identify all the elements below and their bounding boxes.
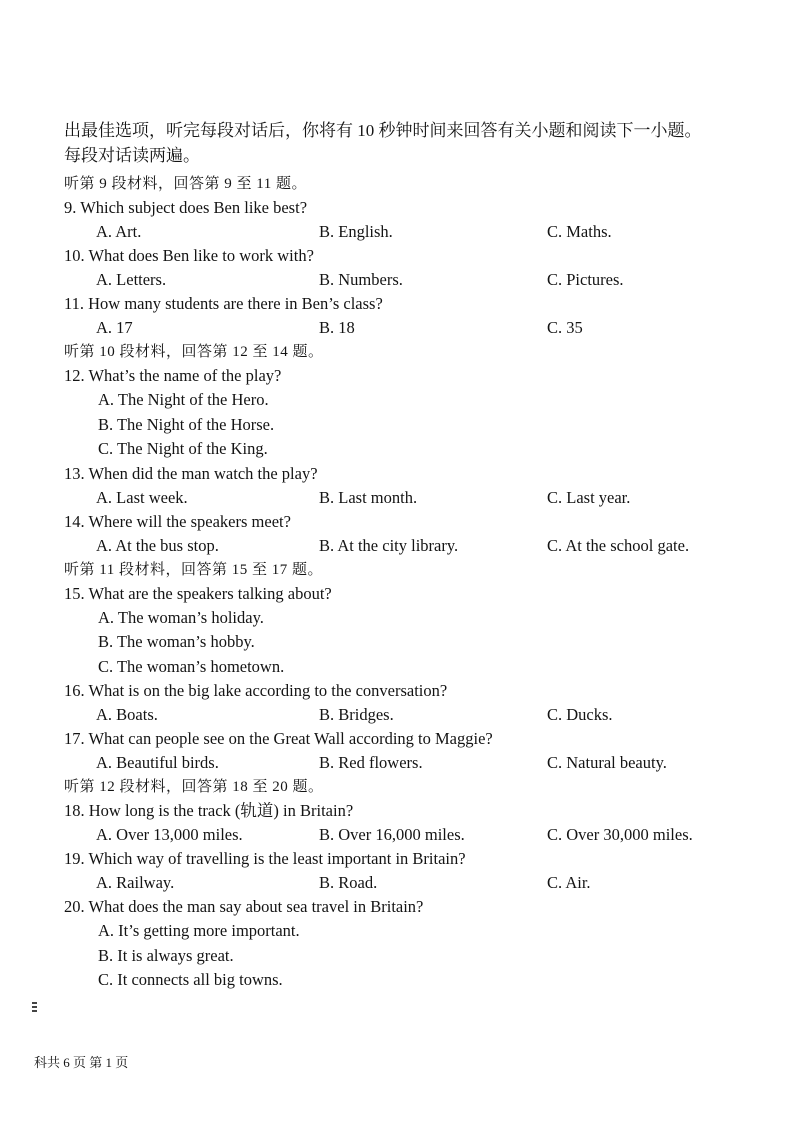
instructions [64,118,764,168]
question-stem: 12. What’s the name of the play? [64,366,282,385]
answer-option: A. Railway. [96,873,175,892]
answer-option: A. At the bus stop. [96,535,219,555]
options-row [64,751,764,775]
question-stem: 20. What does the man say about sea travel in Britain? [64,897,424,916]
answer-option: C. Last year. [547,487,631,507]
answer-option: A. It’s getting more important. [98,921,300,940]
answer-option: B. Last month. [319,487,418,507]
question-stem: 9. Which subject does Ben like best? [64,198,308,217]
question-stem: 14. Where will the speakers meet? [64,511,291,531]
answer-option: C. Ducks. [547,705,613,724]
answer-option: B. The woman’s hobby. [98,632,255,651]
question-list [64,172,764,993]
answer-option: B. Bridges. [319,705,394,724]
question-stem: 13. When did the man watch the play? [64,463,318,483]
answer-option: B. Road. [319,873,378,892]
answer-option: C. Maths. [547,222,612,241]
answer-option: C. The woman’s hometown. [98,656,285,676]
answer-option: B. English. [319,222,393,241]
answer-option: A. Boats. [96,705,158,724]
question-stem: 15. What are the speakers talking about? [64,583,332,603]
options-row [64,534,764,558]
options-row [64,268,764,292]
answer-option: B. The Night of the Horse. [98,414,275,434]
question-stem: 16. What is on the big lake according to the conversation? [64,681,448,700]
answer-option: B. Red flowers. [319,753,423,772]
options-row [64,220,764,244]
answer-option: B. Numbers. [319,270,403,289]
answer-option: A. Beautiful birds. [96,753,219,772]
answer-option: B. Over 16,000 miles. [319,825,465,844]
binding-mark [32,1000,40,1016]
page-footer: 科共 6 页 第 1 页 [34,1055,129,1070]
options-row [64,316,764,340]
options-row [64,703,764,727]
question-stem: 18. How long is the track (轨道) in Britain? [64,801,354,820]
answer-option: A. The woman’s holiday. [98,607,264,627]
answer-option: C. The Night of the King. [98,439,268,458]
answer-option: C. Over 30,000 miles. [547,825,693,844]
answer-option: A. Over 13,000 miles. [96,825,243,844]
answer-option: C. Pictures. [547,270,624,289]
question-stem: 19. Which way of travelling is the least important in Britain? [64,849,466,868]
answer-option: A. The Night of the Hero. [98,390,269,409]
question-stem: 11. How many students are there in Ben’s class? [64,294,383,313]
question-stem: 10. What does Ben like to work with? [64,246,314,265]
answer-option: B. It is always great. [98,945,234,965]
instruction-line: 每段对话读两遍。 [64,146,200,165]
answer-option: B. At the city library. [319,535,459,555]
question-stem: 17. What can people see on the Great Wall according to Maggie? [64,729,493,748]
answer-option: B. 18 [319,318,355,337]
answer-option: A. Art. [96,222,142,241]
section-heading: 听第 12 段材料，回答第 18 至 20 题。 [64,779,324,795]
section-heading: 听第 11 段材料，回答第 15 至 17 题。 [64,561,323,578]
instruction-line: 出最佳选项，听完每段对话后，你将有 10 秒钟时间来回答有关小题和阅读下一小题。 [64,121,702,140]
answer-option: A. Last week. [96,487,188,507]
options-row [64,871,764,895]
answer-option: C. Natural beauty. [547,753,667,772]
options-row [64,823,764,847]
answer-option: C. Air. [547,873,591,892]
options-row [64,486,764,510]
answer-option: A. 17 [96,318,133,337]
answer-option: C. 35 [547,318,583,337]
answer-option: C. At the school gate. [547,535,690,555]
section-heading: 听第 9 段材料，回答第 9 至 11 题。 [64,176,307,192]
answer-option: A. Letters. [96,270,167,289]
answer-option: C. It connects all big towns. [98,970,283,989]
section-heading: 听第 10 段材料，回答第 12 至 14 题。 [64,344,324,360]
